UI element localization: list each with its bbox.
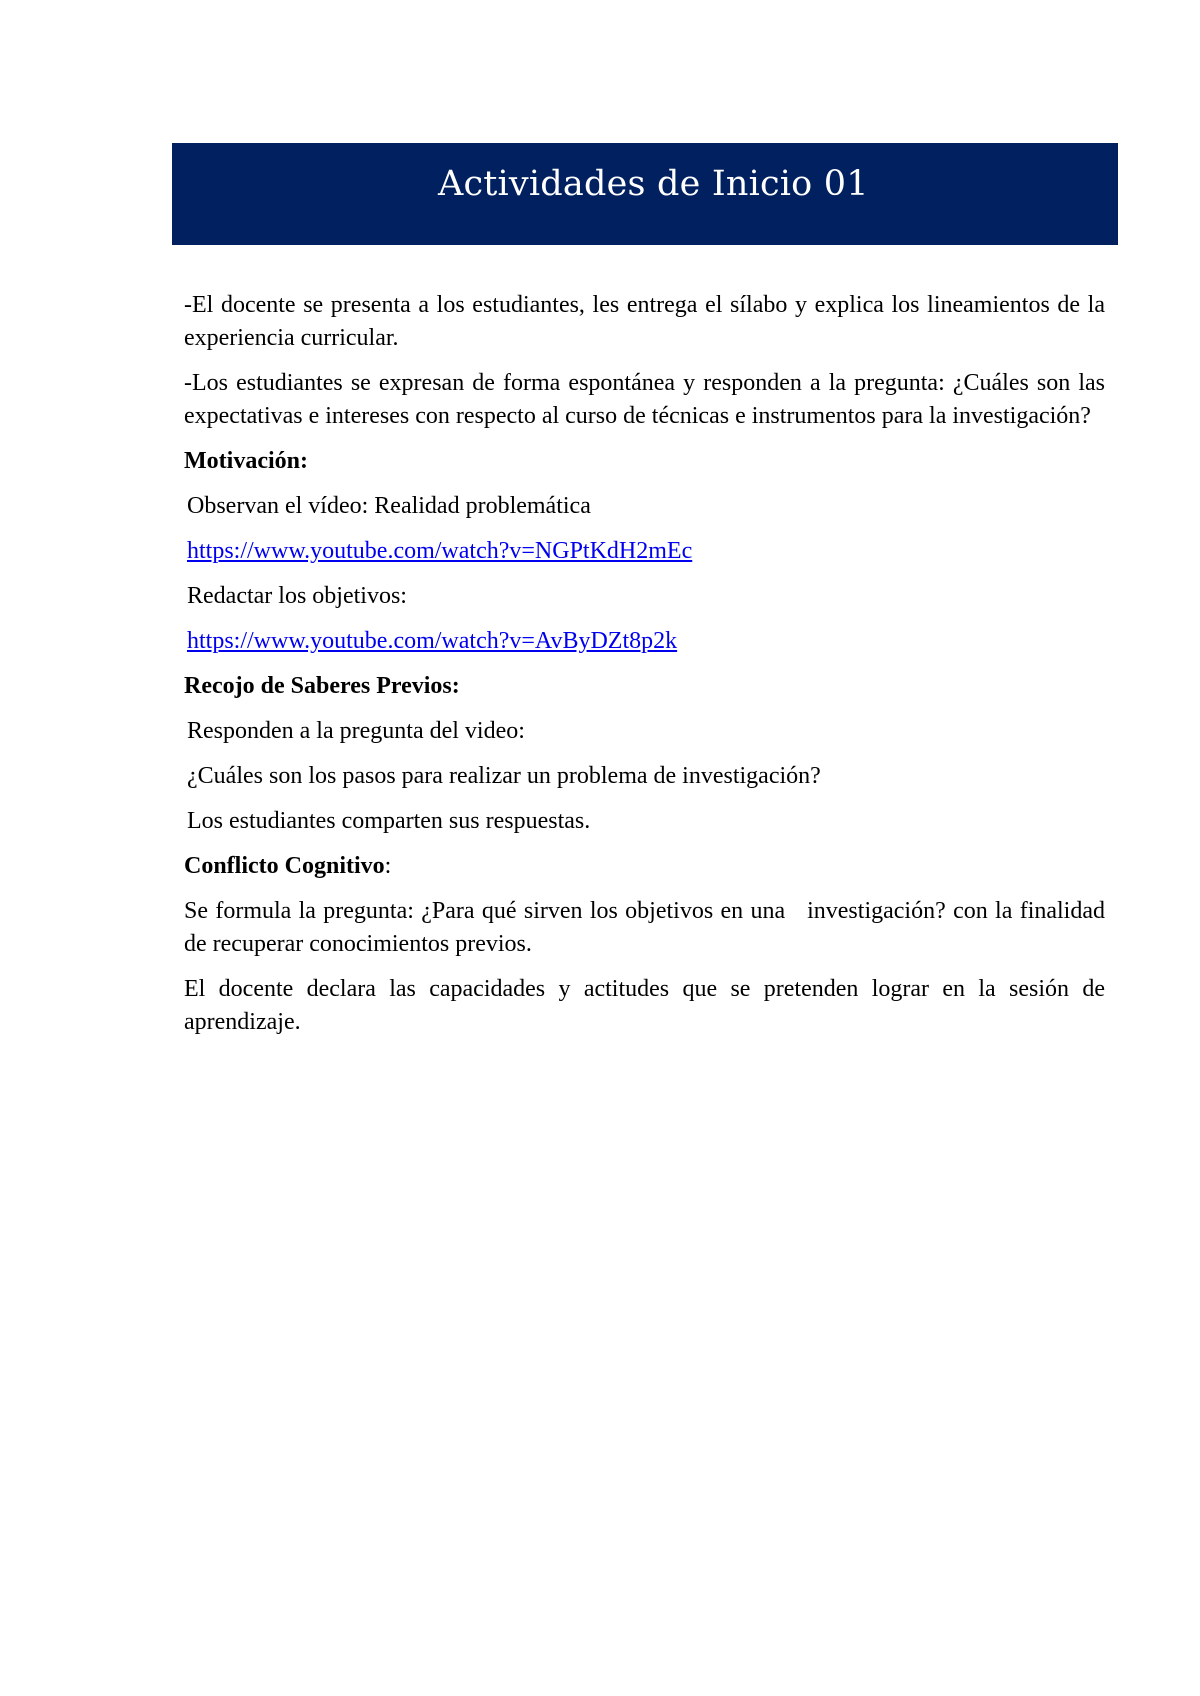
saberes-line-2: ¿Cuáles son los pasos para realizar un problema de investigación?: [187, 763, 821, 789]
page-title: Actividades de Inicio 01: [438, 164, 869, 204]
motivacion-video-line: Observan el vídeo: Realidad problemática: [187, 493, 591, 519]
title-banner: [172, 143, 1118, 245]
motivacion-link-2-row: [184, 625, 1105, 658]
youtube-link-1[interactable]: https://www.youtube.com/watch?v=NGPtKdH2mEc: [187, 538, 693, 564]
conflicto-heading-colon: :: [384, 853, 392, 879]
conflicto-paragraph-2: El docente declara las capacidades y actitudes que se pretenden lograr en la sesión de aprendizaje.: [184, 976, 1105, 1035]
motivacion-objectives-line: Redactar los objetivos:: [187, 583, 407, 609]
document-body: [184, 289, 1111, 1051]
intro-paragraph-1: -El docente se presenta a los estudiantes, les entrega el sílabo y explica los lineamientos de la experiencia curricular.: [184, 292, 1105, 351]
conflicto-paragraph-1: Se formula la pregunta: ¿Para qué sirven los objetivos en una investigación? con la finalidad de recuperar conocimientos previos.: [184, 898, 1111, 957]
motivacion-link-1-row: [184, 535, 1105, 568]
saberes-line-1: Responden a la pregunta del video:: [187, 718, 525, 744]
conflicto-heading-row: [184, 850, 1105, 883]
saberes-line-3: Los estudiantes comparten sus respuestas.: [187, 808, 591, 834]
intro-paragraph-2: -Los estudiantes se expresan de forma espontánea y responden a la pregunta: ¿Cuáles son las expectativas e intereses con respecto al curso de técnicas e instrumentos para la investigación?: [184, 370, 1105, 429]
motivacion-heading: Motivación:: [184, 448, 308, 474]
conflicto-heading: Conflicto Cognitivo: [184, 853, 385, 879]
youtube-link-2[interactable]: https://www.youtube.com/watch?v=AvByDZt8p2k: [187, 628, 678, 654]
saberes-heading: Recojo de Saberes Previos:: [184, 673, 460, 699]
